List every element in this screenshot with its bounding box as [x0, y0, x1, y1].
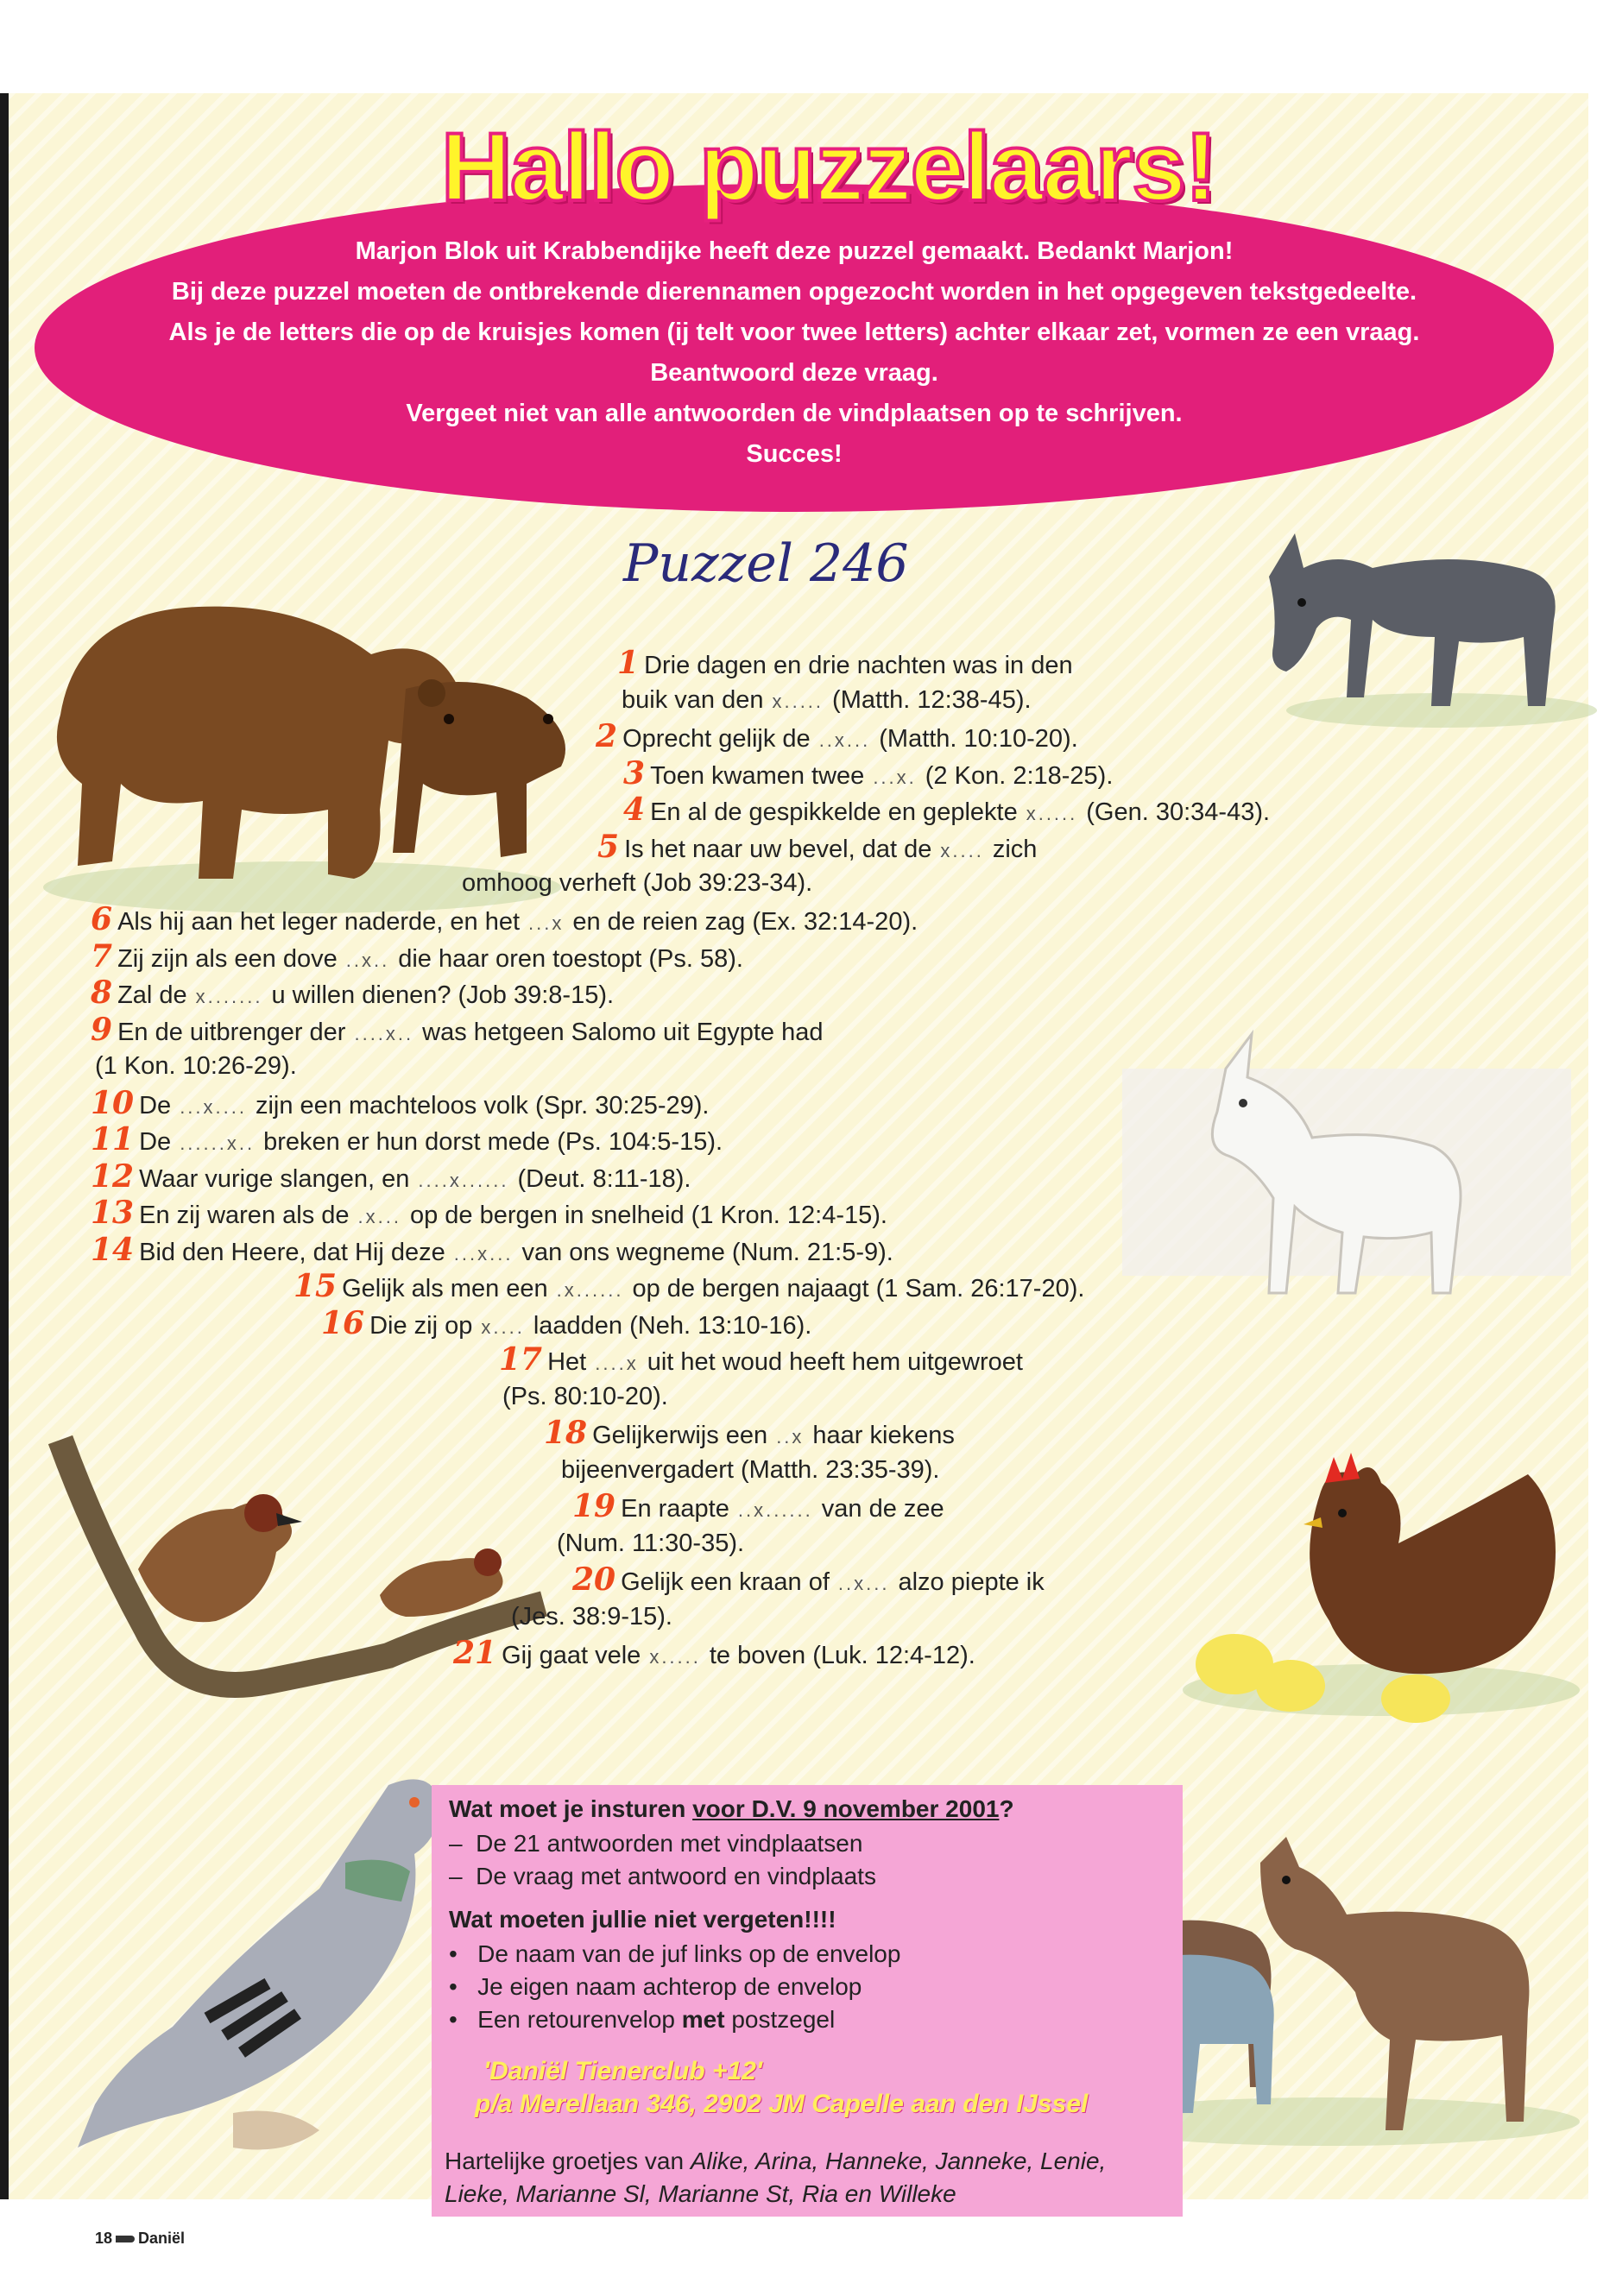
question-number: 2 [596, 718, 618, 754]
answer-blank: ......x.. [180, 1132, 256, 1154]
reminder-text: Een retourenvelop [477, 2006, 682, 2033]
question-reference: laadden (Neh. 13:10-16). [533, 1312, 812, 1340]
question-text: bijeenvergadert (Matth. 23:35-39). [561, 1456, 940, 1484]
question-line [91, 1012, 823, 1051]
question-text: Gelijk als men een [342, 1275, 548, 1303]
answer-blank: ...x. [873, 766, 917, 788]
question-text: Zij zijn als een dove [117, 945, 338, 973]
question-reference: (Gen. 30:34-43). [1086, 798, 1271, 826]
question-line [622, 683, 1032, 719]
question-number: 18 [544, 1415, 588, 1451]
question-line [572, 1562, 1045, 1601]
postal-address: p/a Merellaan 346, 2902 JM Capelle aan den IJssel [475, 2090, 1089, 2118]
send-heading [449, 1795, 1014, 1823]
question-line [502, 1379, 668, 1414]
question-text: Gelijk een kraan of [621, 1568, 830, 1596]
question-line [462, 866, 812, 900]
question-text: Gij gaat vele [502, 1642, 641, 1669]
send-item-text: De vraag met antwoord en vindplaats [476, 1863, 876, 1889]
question-line [91, 902, 918, 941]
question-line [557, 1526, 744, 1561]
question-line [511, 1599, 672, 1634]
question-line [623, 792, 1270, 831]
reminder-emphasis: met [681, 2006, 725, 2033]
send-item: – De vraag met antwoord en vindplaats [449, 1863, 876, 1889]
question-number: 7 [91, 938, 113, 975]
question-line [91, 1159, 691, 1198]
greeting-text: Hartelijke groetjes van [445, 2148, 691, 2174]
question-number: 14 [91, 1232, 135, 1268]
question-line [499, 1342, 1023, 1381]
question-line [617, 646, 1073, 683]
goat-icon [1122, 1017, 1571, 1328]
answer-blank: x....... [195, 986, 263, 1007]
question-reference: (Matth. 10:10-20). [879, 725, 1078, 753]
deadline-date: voor D.V. 9 november 2001 [692, 1795, 1000, 1822]
question-text: (Jes. 38:9-15). [511, 1603, 672, 1631]
send-heading-suffix: ? [999, 1795, 1014, 1822]
magazine-name: Daniël [138, 2230, 186, 2247]
reminder-text: postzegel [724, 2006, 836, 2033]
question-reference: (2 Kon. 2:18-25). [925, 762, 1114, 790]
question-text: En zij waren als de [139, 1202, 350, 1229]
page-footer [95, 2230, 185, 2248]
answer-blank: .x... [357, 1206, 401, 1227]
answer-blank: .x...... [556, 1279, 624, 1301]
reminder-text: De naam van de juf links op de envelop [477, 1940, 901, 1967]
answer-blank: ...x... [453, 1243, 514, 1265]
question-text: zich [992, 836, 1038, 863]
sparrow-icon [43, 1405, 578, 1750]
question-number: 3 [623, 755, 646, 792]
question-text: alzo piepte ik [898, 1568, 1045, 1596]
page-title: Hallo puzzelaars! [441, 113, 1216, 221]
question-number: 16 [321, 1305, 365, 1341]
hen-icon [1157, 1440, 1588, 1733]
page-number: 18 [95, 2230, 113, 2247]
question-text: (1 Kon. 10:26-29). [95, 1052, 297, 1080]
question-text: buik van den [622, 686, 764, 714]
question-reference: haar kiekens [812, 1422, 955, 1449]
question-text: En raapte [621, 1495, 729, 1523]
intro-line: Beantwoord deze vraag. [650, 359, 938, 387]
intro-text [78, 231, 1511, 475]
pigeon-icon [60, 1733, 466, 2182]
question-text: De [139, 1092, 172, 1120]
club-name: 'Daniël Tienerclub +12' [483, 2057, 763, 2085]
question-number: 6 [91, 901, 113, 937]
question-line [544, 1416, 955, 1454]
question-reference: (Deut. 8:11-18). [517, 1165, 691, 1193]
question-reference: zijn een machteloos volk (Spr. 30:25-29). [255, 1092, 710, 1120]
question-number: 15 [294, 1268, 338, 1304]
question-reference: van ons wegneme (Num. 21:5-9). [521, 1239, 893, 1266]
question-reference: breken er hun dorst mede (Ps. 104:5-15). [263, 1128, 723, 1156]
greeting-names: Alike, Arina, Hanneke, Janneke, Lenie, [690, 2148, 1107, 2174]
reminder-text: Je eigen naam achterop de envelop [477, 1973, 862, 2000]
question-line [597, 829, 1037, 868]
question-text: omhoog verheft (Job 39:23-34). [462, 869, 813, 897]
question-text: Die zij op [369, 1312, 473, 1340]
question-number: 11 [91, 1121, 135, 1157]
question-reference: te boven (Luk. 12:4-12). [709, 1642, 975, 1669]
answer-blank: ....x [595, 1353, 639, 1374]
question-number: 19 [572, 1488, 616, 1524]
question-line [561, 1453, 939, 1487]
question-text: Het [547, 1348, 587, 1376]
question-number: 21 [453, 1635, 497, 1671]
answer-blank: x.... [940, 840, 984, 861]
magazine-page [9, 93, 1588, 2247]
question-number: 13 [91, 1195, 135, 1231]
question-line [91, 1086, 709, 1125]
question-text: Bid den Heere, dat Hij deze [139, 1239, 445, 1266]
question-text: Toen kwamen twee [650, 762, 865, 790]
answer-blank: x.... [481, 1316, 525, 1338]
question-text: Als hij aan het leger naderde, en het [117, 908, 521, 936]
question-line [91, 1195, 887, 1234]
arrow-icon [116, 2236, 135, 2242]
question-number: 17 [499, 1341, 543, 1378]
question-text: Drie dagen en drie nachten was in den [644, 652, 1073, 679]
question-reference: en de reien zag (Ex. 32:14-20). [572, 908, 918, 936]
question-reference: die haar oren toestopt (Ps. 58). [398, 945, 743, 973]
question-number: 4 [623, 792, 646, 828]
reminder-heading: Wat moeten jullie niet vergeten!!!! [449, 1906, 836, 1933]
intro-line: Vergeet niet van alle antwoorden de vindplaatsen op te schrijven. [406, 400, 1183, 427]
question-reference: op de bergen najaagt (1 Sam. 26:17-20). [632, 1275, 1085, 1303]
question-text: En al de gespikkelde en geplekte [650, 798, 1018, 826]
question-reference: uit het woud heeft hem uitgewroet [647, 1348, 1023, 1376]
answer-blank: ...x [528, 912, 565, 934]
question-line [91, 939, 743, 978]
question-text: En de uitbrenger der [117, 1019, 346, 1046]
intro-line: Succes! [746, 440, 843, 468]
question-text: was hetgeen Salomo uit Egypte had [422, 1019, 824, 1046]
answer-blank: x..... [772, 691, 824, 712]
intro-line: Als je de letters die op de kruisjes komen (ij telt voor twee letters) achter elkaar zet, vormen ze een vraag. [168, 319, 1420, 346]
question-number: 20 [572, 1561, 616, 1598]
reminder-item: • Je eigen naam achterop de envelop [449, 1973, 862, 2000]
question-reference: op de bergen in snelheid (1 Kron. 12:4-15). [409, 1202, 887, 1229]
greeting-names: Lieke, Marianne Sl, Marianne St, Ria en Willeke [445, 2180, 956, 2207]
answer-blank: ....x...... [418, 1170, 509, 1191]
question-text: Zal de [117, 981, 187, 1009]
answer-blank: ..x... [818, 729, 871, 751]
question-line [623, 756, 1113, 795]
question-line [91, 975, 614, 1014]
question-text: (Ps. 80:10-20). [502, 1383, 668, 1410]
greeting [445, 2148, 1106, 2175]
question-reference: u willen dienen? (Job 39:8-15). [271, 981, 615, 1009]
question-text: Gelijkerwijs een [592, 1422, 768, 1449]
question-line [453, 1636, 975, 1675]
send-item-text: De 21 antwoorden met vindplaatsen [476, 1830, 863, 1857]
answer-blank: x..... [1026, 803, 1078, 824]
donkey-icon [1234, 499, 1597, 741]
question-number: 10 [91, 1085, 135, 1121]
question-line [294, 1269, 1084, 1308]
answer-blank: ...x.... [180, 1096, 247, 1118]
question-number: 5 [597, 829, 620, 865]
answer-blank: ..x [776, 1426, 805, 1448]
question-text: (Num. 11:30-35). [557, 1530, 745, 1557]
question-line [596, 719, 1078, 758]
answer-blank: ....x.. [354, 1023, 414, 1044]
question-line [572, 1489, 944, 1528]
question-line [95, 1049, 297, 1083]
question-number: 1 [617, 645, 640, 681]
question-text: van de zee [821, 1495, 944, 1523]
question-text: De [139, 1128, 172, 1156]
question-number: 9 [91, 1012, 113, 1048]
question-text: Waar vurige slangen, en [139, 1165, 410, 1193]
puzzle-title: Puzzel 246 [623, 533, 909, 594]
reminder-item: • Een retourenvelop met postzegel [449, 2006, 836, 2033]
answer-blank: ..x...... [737, 1499, 813, 1521]
question-reference: (Matth. 12:38-45). [832, 686, 1032, 714]
reminder-item: • De naam van de juf links op de envelop [449, 1940, 901, 1967]
question-text: Oprecht gelijk de [622, 725, 811, 753]
question-text: Is het naar uw bevel, dat de [624, 836, 932, 863]
send-item: – De 21 antwoorden met vindplaatsen [449, 1830, 863, 1857]
question-number: 8 [91, 975, 113, 1011]
send-heading-text: Wat moet je insturen [449, 1795, 693, 1822]
question-line [91, 1122, 723, 1161]
question-line [91, 1233, 893, 1271]
question-line [321, 1306, 811, 1345]
intro-line: Marjon Blok uit Krabbendijke heeft deze puzzel gemaakt. Bedankt Marjon! [355, 237, 1234, 265]
answer-blank: ..x... [837, 1573, 890, 1594]
answer-blank: ..x.. [345, 949, 390, 971]
intro-line: Bij deze puzzel moeten de ontbrekende dierennamen opgezocht worden in het opgegeven tekstgedeelte. [171, 278, 1417, 306]
answer-blank: x..... [649, 1646, 701, 1668]
question-number: 12 [91, 1158, 135, 1195]
